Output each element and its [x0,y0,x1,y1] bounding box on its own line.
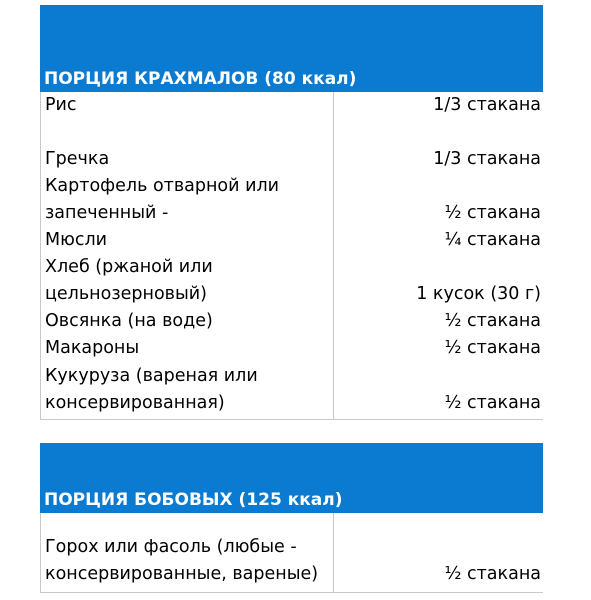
table-row [41,173,543,227]
item-name: Овсянка (на воде) [45,311,213,331]
item-amount: 1/3 стакана [433,149,541,169]
legumes-table [40,513,543,593]
item-amount: ¼ стакана [444,230,541,250]
item-name: Макароны [45,338,140,358]
item-amount: ½ стакана [444,203,541,223]
table-row [41,362,543,419]
legumes-title: ПОРЦИЯ БОБОВЫХ (125 ккал) [44,490,343,510]
item-amount: ½ стакана [444,564,541,584]
table-row [41,254,543,308]
item-amount: ½ стакана [444,311,541,331]
item-amount: ½ стакана [444,393,541,413]
item-amount: ½ стакана [444,338,541,358]
starches-section [40,5,543,420]
item-name: Картофель отварной или запеченный - [45,176,280,223]
table-row [41,335,543,362]
starches-header [40,5,543,92]
item-name: Мюсли [45,230,108,250]
starches-title: ПОРЦИЯ КРАХМАЛОВ (80 ккал) [44,69,357,89]
item-name: Кукуруза (вареная или консервированная) [45,366,258,413]
item-name: Рис [45,95,77,115]
table-row [41,227,543,254]
legumes-section [40,443,543,593]
item-name: Хлеб (ржаной или цельнозерновый) [45,257,213,304]
starches-table [40,92,543,420]
table-row [41,92,543,119]
item-name: Гречка [45,149,110,169]
legumes-header [40,443,543,513]
table-row [41,308,543,335]
item-amount: 1 кусок (30 г) [416,284,541,304]
table-row [41,119,543,173]
table-row [41,513,543,592]
item-name: Горох или фасоль (любые - консервированные, вареные) [45,537,319,584]
item-amount: 1/3 стакана [433,95,541,115]
